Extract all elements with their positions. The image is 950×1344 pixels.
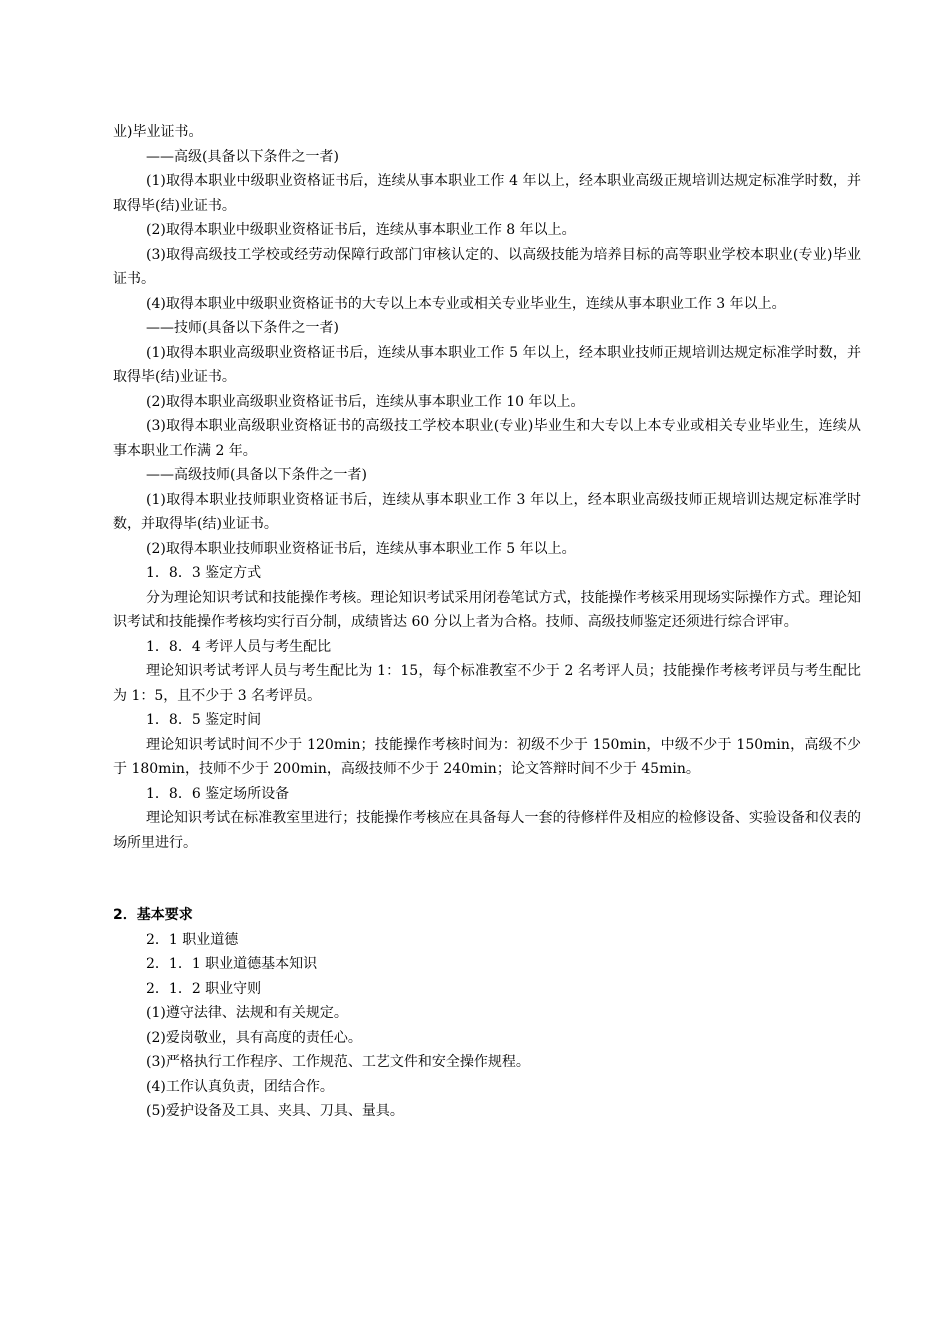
qualification-section bbox=[113, 120, 861, 855]
paragraph: 分为理论知识考试和技能操作考核。理论知识考试采用闭卷笔试方式，技能操作考核采用现场实际操作方式。理论知识考试和技能操作考核均实行百分制，成绩皆达 60 分以上者为合格。技师、高级技师鉴定还须进行综合评审。 bbox=[113, 589, 861, 630]
basic-requirements-section bbox=[113, 928, 861, 1124]
paragraph: (3)取得高级技工学校或经劳动保障行政部门审核认定的、以高级技能为培养目标的高等职业学校本职业(专业)毕业证书。 bbox=[113, 246, 861, 287]
paragraph: 2．1．2 职业守则 bbox=[146, 980, 262, 997]
paragraph: 1．8．5 鉴定时间 bbox=[146, 712, 262, 728]
paragraph: 业)毕业证书。 bbox=[113, 124, 203, 140]
paragraph: (2)爱岗敬业，具有高度的责任心。 bbox=[146, 1029, 362, 1046]
paragraph: (1)取得本职业高级职业资格证书后，连续从事本职业工作 5 年以上，经本职业技师正规培训达规定标准学时数，并取得毕(结)业证书。 bbox=[113, 344, 861, 385]
document-body bbox=[113, 120, 861, 1124]
paragraph: 1．8．3 鉴定方式 bbox=[146, 565, 262, 581]
paragraph: 理论知识考试时间不少于 120min；技能操作考核时间为：初级不少于 150min，中级不少于 150min，高级不少于 180min，技师不少于 200min，高级技师不少于 240min；论文答辩时间不少于 45min。 bbox=[113, 736, 861, 777]
paragraph: 1．8．6 鉴定场所设备 bbox=[146, 785, 290, 802]
section-heading: 2．基本要求 bbox=[113, 907, 193, 923]
paragraph: 理论知识考试在标准教室里进行；技能操作考核应在具备每人一套的待修样件及相应的检修设备、实验设备和仪表的场所里进行。 bbox=[113, 810, 861, 851]
paragraph: (1)取得本职业中级职业资格证书后，连续从事本职业工作 4 年以上，经本职业高级正规培训达规定标准学时数，并取得毕(结)业证书。 bbox=[113, 173, 861, 214]
paragraph: 2．1 职业道德 bbox=[146, 931, 239, 948]
paragraph: (5)爱护设备及工具、夹具、刀具、量具。 bbox=[146, 1103, 404, 1119]
paragraph: (2)取得本职业技师职业资格证书后，连续从事本职业工作 5 年以上。 bbox=[146, 540, 576, 557]
paragraph: (1)取得本职业技师职业资格证书后，连续从事本职业工作 3 年以上，经本职业高级技师正规培训达规定标准学时数，并取得毕(结)业证书。 bbox=[113, 491, 861, 532]
paragraph: 理论知识考试考评人员与考生配比为 1：15，每个标准教室不少于 2 名考评人员；技能操作考核考评员与考生配比为 1：5，且不少于 3 名考评员。 bbox=[113, 663, 861, 704]
paragraph: (4)工作认真负责，团结合作。 bbox=[146, 1078, 334, 1095]
paragraph: 2．1．1 职业道德基本知识 bbox=[146, 956, 318, 972]
paragraph: 1．8．4 考评人员与考生配比 bbox=[146, 638, 332, 655]
paragraph: (1)遵守法律、法规和有关规定。 bbox=[146, 1005, 348, 1021]
paragraph: (4)取得本职业中级职业资格证书的大专以上本专业或相关专业毕业生，连续从事本职业工作 3 年以上。 bbox=[146, 295, 786, 312]
paragraph: (3)取得本职业高级职业资格证书的高级技工学校本职业(专业)毕业生和大专以上本专业或相关专业毕业生，连续从事本职业工作满 2 年。 bbox=[113, 418, 861, 459]
paragraph: (2)取得本职业高级职业资格证书后，连续从事本职业工作 10 年以上。 bbox=[146, 393, 585, 410]
paragraph: ——高级(具备以下条件之一者) bbox=[146, 148, 339, 165]
section-spacer bbox=[113, 855, 861, 903]
paragraph: (2)取得本职业中级职业资格证书后，连续从事本职业工作 8 年以上。 bbox=[146, 222, 576, 238]
paragraph: (3)严格执行工作程序、工作规范、工艺文件和安全操作规程。 bbox=[146, 1054, 530, 1070]
paragraph: ——高级技师(具备以下条件之一者) bbox=[146, 467, 367, 483]
paragraph: ——技师(具备以下条件之一者) bbox=[146, 320, 339, 336]
